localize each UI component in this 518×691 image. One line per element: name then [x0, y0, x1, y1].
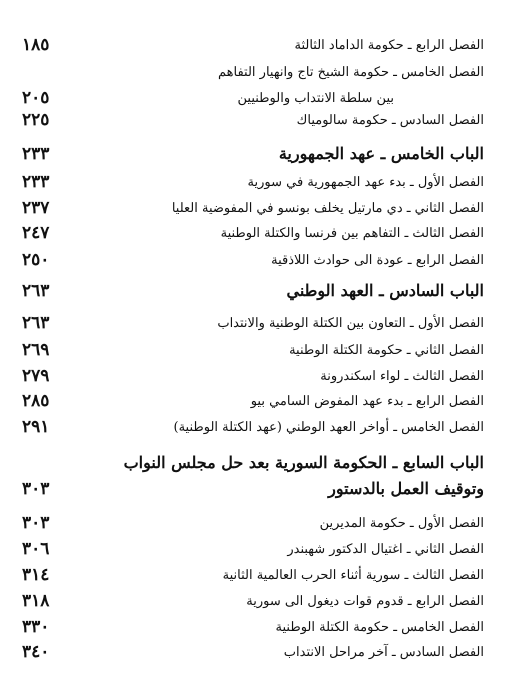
toc-section-heading	[22, 448, 484, 474]
toc-entry	[22, 218, 484, 244]
section-title: الباب الخامس ـ عهد الجمهورية	[278, 144, 484, 163]
page-number: ٢٣٣	[22, 144, 50, 164]
page-number: ٣١٨	[22, 591, 50, 611]
entry-title: بين سلطة الانتداب والوطنيين	[237, 91, 394, 106]
page-number: ١٨٥	[22, 35, 50, 55]
page-number: ٢٤٧	[22, 223, 50, 243]
page-number: ٣١٤	[22, 565, 50, 585]
entry-title: الفصل الثاني ـ حكومة الكتلة الوطنية	[289, 343, 484, 358]
page-number: ٢٧٩	[22, 366, 50, 386]
toc-entry	[22, 560, 484, 586]
page-number: ٢٨٥	[22, 391, 50, 411]
page-number: ٣٠٣	[22, 513, 50, 533]
section-title: الباب السابع ـ الحكومة السورية بعد حل مجلس النواب	[123, 453, 484, 472]
page-number: ٢٦٣	[22, 313, 50, 333]
entry-title: الفصل الخامس ـ حكومة الكتلة الوطنية	[275, 620, 484, 635]
page-number: ٣٣٠	[22, 617, 50, 637]
entry-title: الفصل الثالث ـ سورية أثناء الحرب العالمية الثانية	[222, 568, 484, 583]
toc-entry	[22, 412, 484, 438]
entry-title: الفصل السادس ـ حكومة سالومياك	[296, 113, 484, 128]
toc-entry	[22, 637, 484, 663]
toc-entry	[22, 335, 484, 361]
entry-title: الفصل الخامس ـ حكومة الشيخ تاج وانهيار التفاهم	[218, 65, 484, 80]
page-number: ٢٦٩	[22, 340, 50, 360]
entry-title: الفصل الأول ـ التعاون بين الكتلة الوطنية والانتداب	[217, 316, 484, 331]
section-title: وتوقيف العمل بالدستور	[328, 479, 484, 498]
page-number: ٣٠٦	[22, 539, 50, 559]
toc-entry	[22, 105, 484, 131]
entry-title: الفصل الخامس ـ أواخر العهد الوطني (عهد الكتلة الوطنية)	[173, 420, 484, 435]
page-number: ٢٦٣	[22, 281, 50, 301]
entry-title: الفصل الرابع ـ عودة الى حوادث اللاذقية	[271, 253, 484, 268]
toc-entry	[22, 193, 484, 219]
entry-title: الفصل الرابع ـ قدوم قوات ديغول الى سورية	[246, 594, 484, 609]
page-number: ٣٠٣	[22, 479, 50, 499]
toc-entry	[22, 612, 484, 638]
page-number: ٢٣٧	[22, 198, 50, 218]
entry-title: الفصل الرابع ـ حكومة الداماد الثالثة	[294, 38, 484, 53]
toc-section-heading-continuation	[22, 474, 484, 500]
toc-section-heading	[22, 276, 484, 302]
toc-entry	[22, 361, 484, 387]
entry-title: الفصل الرابع ـ بدء عهد المفوض السامي بيو	[250, 394, 484, 409]
page-number: ٢٢٥	[22, 110, 50, 130]
entry-title: الفصل الأول ـ حكومة المديرين	[319, 516, 484, 531]
page-number: ٣٤٠	[22, 642, 50, 662]
entry-title: الفصل الثالث ـ التفاهم بين فرنسا والكتلة الوطنية	[220, 226, 484, 241]
toc-entry	[22, 167, 484, 193]
toc-entry	[22, 534, 484, 560]
toc-entry	[22, 245, 484, 271]
toc-entry	[22, 386, 484, 412]
entry-title: الفصل الأول ـ بدء عهد الجمهورية في سورية	[247, 175, 484, 190]
toc-section-heading	[22, 139, 484, 165]
entry-title: الفصل الثاني ـ اغتيال الدكتور شهبندر	[287, 542, 484, 557]
page-number: ٢٣٣	[22, 172, 50, 192]
toc-entry	[22, 586, 484, 612]
entry-title: الفصل الثاني ـ دي مارتيل يخلف بونسو في المفوضية العليا	[171, 201, 484, 216]
page-number: ٢٥٠	[22, 250, 50, 270]
page-number: ٢٠٥	[22, 88, 50, 108]
toc-entry	[22, 30, 484, 56]
entry-title: الفصل السادس ـ آخر مراحل الانتداب	[283, 645, 484, 660]
toc-entry	[22, 57, 484, 83]
toc-entry	[22, 508, 484, 534]
toc-entry	[22, 308, 484, 334]
entry-title: الفصل الثالث ـ لواء اسكندرونة	[320, 369, 484, 384]
section-title: الباب السادس ـ العهد الوطني	[286, 281, 484, 300]
page-number: ٢٩١	[22, 417, 50, 437]
